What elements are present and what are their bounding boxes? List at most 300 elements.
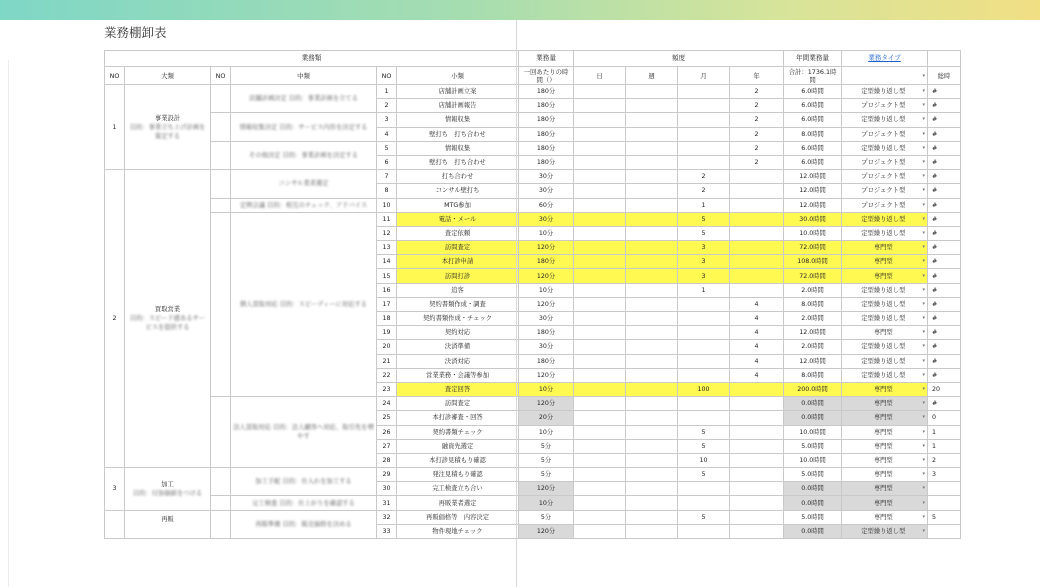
dropdown-arrow-icon[interactable]: ▾ — [922, 357, 926, 364]
week-cell[interactable] — [626, 340, 678, 354]
week-cell[interactable] — [626, 241, 678, 255]
row-no: 4 — [377, 127, 397, 141]
week-cell[interactable] — [626, 368, 678, 382]
time-cell[interactable]: 10分 — [519, 496, 574, 510]
year-cell[interactable]: 4 — [730, 312, 784, 326]
work-type-dropdown[interactable] — [842, 468, 928, 482]
group-no: 1 — [105, 85, 125, 170]
day-cell[interactable] — [574, 397, 626, 411]
dropdown-arrow-icon[interactable]: ▾ — [922, 173, 926, 180]
year-cell[interactable] — [730, 212, 784, 226]
minor-cell[interactable]: コンサル壁打ち — [397, 184, 519, 198]
dropdown-arrow-icon[interactable]: ▾ — [922, 258, 926, 265]
time-cell[interactable]: 180分 — [519, 141, 574, 155]
work-type-dropdown[interactable] — [842, 127, 928, 141]
week-cell[interactable] — [626, 297, 678, 311]
time-cell[interactable]: 120分 — [519, 297, 574, 311]
work-type-dropdown[interactable] — [842, 340, 928, 354]
work-type-dropdown[interactable] — [842, 170, 928, 184]
week-cell[interactable] — [626, 326, 678, 340]
month-cell[interactable]: 1 — [678, 283, 730, 297]
minor-cell[interactable]: 再販価格等 内容決定 — [397, 510, 519, 524]
last-col-cell: # — [928, 326, 961, 340]
minor-cell[interactable]: 訪問打診 — [397, 269, 519, 283]
work-type-dropdown[interactable] — [842, 269, 928, 283]
minor-cell[interactable]: 本打診審査・回答 — [397, 411, 519, 425]
time-cell[interactable]: 10分 — [519, 382, 574, 396]
week-cell[interactable] — [626, 397, 678, 411]
day-cell[interactable] — [574, 326, 626, 340]
row-no: 33 — [377, 524, 397, 538]
day-cell[interactable] — [574, 297, 626, 311]
group-no — [105, 510, 125, 538]
time-cell[interactable]: 180分 — [519, 354, 574, 368]
dropdown-arrow-icon[interactable]: ▾ — [922, 485, 926, 492]
time-cell[interactable]: 5分 — [519, 439, 574, 453]
minor-cell[interactable]: 店舗計画報告 — [397, 99, 519, 113]
year-cell[interactable] — [730, 425, 784, 439]
annual-total-cell: 8.0時間 — [784, 127, 842, 141]
week-cell[interactable] — [626, 425, 678, 439]
mid-label: 個人買取対応 目的：スピーディーに対応する — [239, 300, 368, 308]
last-col-cell: # — [928, 127, 961, 141]
year-cell[interactable]: 2 — [730, 113, 784, 127]
time-cell[interactable]: 20分 — [519, 411, 574, 425]
day-cell[interactable] — [574, 241, 626, 255]
work-type-value: プロジェクト型 — [861, 102, 906, 110]
minor-cell[interactable]: 訪問査定 — [397, 397, 519, 411]
dropdown-arrow-icon[interactable]: ▾ — [922, 272, 926, 279]
week-cell[interactable] — [626, 184, 678, 198]
last-col-cell: # — [928, 99, 961, 113]
dropdown-arrow-icon[interactable]: ▾ — [922, 400, 926, 407]
work-type-value: 専門型 — [873, 428, 893, 436]
dropdown-arrow-icon[interactable]: ▾ — [922, 343, 926, 350]
minor-cell[interactable]: 営業業務・会議等参加 — [397, 368, 519, 382]
year-cell[interactable] — [730, 184, 784, 198]
month-cell[interactable]: 5 — [678, 468, 730, 482]
work-type-dropdown[interactable] — [842, 411, 928, 425]
header-frequency: 頻度 — [574, 51, 784, 67]
work-type-dropdown[interactable] — [842, 368, 928, 382]
week-cell[interactable] — [626, 468, 678, 482]
time-cell[interactable]: 5分 — [519, 468, 574, 482]
month-cell[interactable]: 5 — [678, 212, 730, 226]
work-type-value: 専門型 — [873, 414, 893, 422]
mid-cell — [231, 212, 377, 396]
spreadsheet-area — [0, 20, 1040, 587]
row-no: 15 — [377, 269, 397, 283]
minor-cell[interactable]: 発注見積もり確認 — [397, 468, 519, 482]
week-cell[interactable] — [626, 269, 678, 283]
week-cell[interactable] — [626, 198, 678, 212]
year-cell[interactable]: 4 — [730, 340, 784, 354]
minor-cell[interactable]: 打ち合わせ — [397, 170, 519, 184]
month-cell[interactable]: 5 — [678, 439, 730, 453]
time-cell[interactable]: 180分 — [519, 113, 574, 127]
work-type-value: 定型繰り返し型 — [861, 286, 906, 294]
dropdown-arrow-icon[interactable]: ▾ — [922, 187, 926, 194]
time-cell[interactable]: 30分 — [519, 212, 574, 226]
minor-cell[interactable]: MTG参加 — [397, 198, 519, 212]
time-cell[interactable]: 120分 — [519, 368, 574, 382]
dropdown-arrow-icon[interactable]: ▾ — [922, 315, 926, 322]
day-cell[interactable] — [574, 496, 626, 510]
annual-total-cell: 2.0時間 — [784, 340, 842, 354]
minor-cell[interactable]: 訪問査定 — [397, 241, 519, 255]
row-no: 23 — [377, 382, 397, 396]
month-cell[interactable] — [678, 127, 730, 141]
sheet-title: 業務棚卸表 — [104, 25, 167, 40]
work-type-dropdown[interactable] — [842, 496, 928, 510]
year-cell[interactable] — [730, 496, 784, 510]
mid-label: 定例会議 目的：相互のチェック、アドバイス — [239, 201, 368, 209]
day-cell[interactable] — [574, 382, 626, 396]
dropdown-arrow-icon[interactable]: ▾ — [922, 471, 926, 478]
dropdown-arrow-icon[interactable]: ▾ — [922, 159, 926, 166]
time-cell[interactable]: 30分 — [519, 184, 574, 198]
minor-cell[interactable]: 情報収集 — [397, 141, 519, 155]
month-cell[interactable] — [678, 397, 730, 411]
work-type-dropdown[interactable] — [842, 212, 928, 226]
work-type-value: 定型繰り返し型 — [861, 357, 906, 365]
year-cell[interactable]: 2 — [730, 127, 784, 141]
year-cell[interactable]: 4 — [730, 354, 784, 368]
dropdown-arrow-icon[interactable]: ▾ — [922, 286, 926, 293]
year-cell[interactable] — [730, 411, 784, 425]
work-type-value: 定型繰り返し型 — [861, 527, 906, 535]
month-cell[interactable] — [678, 496, 730, 510]
work-type-dropdown[interactable] — [842, 297, 928, 311]
day-cell[interactable] — [574, 255, 626, 269]
minor-cell[interactable]: 融資先選定 — [397, 439, 519, 453]
week-cell[interactable] — [626, 99, 678, 113]
window-top-bar — [0, 0, 1040, 20]
week-cell[interactable] — [626, 127, 678, 141]
week-cell[interactable] — [626, 496, 678, 510]
work-type-value: 専門型 — [873, 513, 893, 521]
week-cell[interactable] — [626, 482, 678, 496]
time-cell[interactable]: 180分 — [519, 326, 574, 340]
time-cell[interactable]: 30分 — [519, 170, 574, 184]
group-purpose: 目的：付加価値をつける — [132, 489, 203, 497]
dropdown-arrow-icon[interactable]: ▾ — [922, 329, 926, 336]
month-cell[interactable]: 1 — [678, 198, 730, 212]
minor-cell[interactable]: 本打診見積もり確認 — [397, 453, 519, 467]
month-cell[interactable] — [678, 354, 730, 368]
header-type-filter[interactable] — [842, 67, 928, 85]
work-type-dropdown[interactable] — [842, 241, 928, 255]
work-type-dropdown[interactable] — [842, 283, 928, 297]
work-type-value: プロジェクト型 — [861, 201, 906, 209]
week-cell[interactable] — [626, 354, 678, 368]
work-type-dropdown[interactable] — [842, 425, 928, 439]
year-cell[interactable] — [730, 382, 784, 396]
row-no: 8 — [377, 184, 397, 198]
work-type-dropdown[interactable] — [842, 155, 928, 169]
day-cell[interactable] — [574, 198, 626, 212]
time-cell[interactable]: 180分 — [519, 127, 574, 141]
year-cell[interactable]: 4 — [730, 326, 784, 340]
dropdown-arrow-icon[interactable]: ▾ — [922, 102, 926, 109]
day-cell[interactable] — [574, 411, 626, 425]
time-cell[interactable]: 30分 — [519, 312, 574, 326]
time-cell[interactable]: 30分 — [519, 340, 574, 354]
time-cell[interactable]: 60分 — [519, 198, 574, 212]
day-cell[interactable] — [574, 170, 626, 184]
dropdown-arrow-icon[interactable]: ▾ — [922, 442, 926, 449]
year-cell[interactable]: 2 — [730, 85, 784, 99]
minor-cell[interactable]: 壁打ち 打ち合わせ — [397, 155, 519, 169]
time-cell[interactable]: 180分 — [519, 85, 574, 99]
month-cell[interactable]: 3 — [678, 269, 730, 283]
time-cell[interactable]: 120分 — [519, 269, 574, 283]
work-type-value: 定型繰り返し型 — [861, 315, 906, 323]
work-type-dropdown[interactable] — [842, 510, 928, 524]
day-cell[interactable] — [574, 453, 626, 467]
work-type-dropdown[interactable] — [842, 397, 928, 411]
dropdown-arrow-icon[interactable]: ▾ — [922, 428, 926, 435]
month-cell[interactable] — [678, 99, 730, 113]
time-cell[interactable]: 5分 — [519, 453, 574, 467]
work-type-dropdown[interactable] — [842, 312, 928, 326]
time-cell[interactable]: 120分 — [519, 524, 574, 538]
year-cell[interactable] — [730, 439, 784, 453]
work-type-dropdown[interactable] — [842, 99, 928, 113]
dropdown-arrow-icon[interactable]: ▾ — [922, 116, 926, 123]
month-cell[interactable]: 10 — [678, 453, 730, 467]
time-cell[interactable]: 10分 — [519, 425, 574, 439]
work-type-dropdown[interactable] — [842, 141, 928, 155]
time-cell[interactable]: 180分 — [519, 155, 574, 169]
minor-cell[interactable]: 物件現地チェック — [397, 524, 519, 538]
month-cell[interactable]: 5 — [678, 425, 730, 439]
dropdown-arrow-icon[interactable]: ▾ — [922, 527, 926, 534]
minor-cell[interactable]: 壁打ち 打ち合わせ — [397, 127, 519, 141]
day-cell[interactable] — [574, 184, 626, 198]
last-col-cell — [928, 496, 961, 510]
day-cell[interactable] — [574, 425, 626, 439]
year-cell[interactable] — [730, 241, 784, 255]
month-cell[interactable] — [678, 141, 730, 155]
year-cell[interactable] — [730, 269, 784, 283]
minor-cell[interactable]: 本打診申請 — [397, 255, 519, 269]
month-cell[interactable] — [678, 312, 730, 326]
day-cell[interactable] — [574, 127, 626, 141]
week-cell[interactable] — [626, 155, 678, 169]
work-type-value: プロジェクト型 — [861, 159, 906, 167]
year-cell[interactable]: 2 — [730, 155, 784, 169]
day-cell[interactable] — [574, 468, 626, 482]
year-cell[interactable] — [730, 510, 784, 524]
month-cell[interactable] — [678, 340, 730, 354]
year-cell[interactable] — [730, 453, 784, 467]
minor-cell[interactable]: 決済対応 — [397, 354, 519, 368]
year-cell[interactable] — [730, 226, 784, 240]
minor-cell[interactable]: 電話・メール — [397, 212, 519, 226]
day-cell[interactable] — [574, 85, 626, 99]
month-cell[interactable]: 3 — [678, 255, 730, 269]
dropdown-arrow-icon[interactable]: ▾ — [922, 130, 926, 137]
time-cell[interactable]: 180分 — [519, 255, 574, 269]
minor-cell[interactable]: 契約書類作成・チェック — [397, 312, 519, 326]
work-type-dropdown[interactable] — [842, 85, 928, 99]
month-cell[interactable] — [678, 155, 730, 169]
minor-cell[interactable]: 情報収集 — [397, 113, 519, 127]
week-cell[interactable] — [626, 382, 678, 396]
week-cell[interactable] — [626, 411, 678, 425]
month-cell[interactable] — [678, 368, 730, 382]
dropdown-arrow-icon[interactable]: ▾ — [922, 386, 926, 393]
month-cell[interactable] — [678, 411, 730, 425]
week-cell[interactable] — [626, 85, 678, 99]
year-cell[interactable] — [730, 170, 784, 184]
time-cell[interactable]: 10分 — [519, 226, 574, 240]
week-cell[interactable] — [626, 439, 678, 453]
month-cell[interactable] — [678, 326, 730, 340]
month-cell[interactable] — [678, 482, 730, 496]
year-cell[interactable] — [730, 283, 784, 297]
week-cell[interactable] — [626, 283, 678, 297]
row-no: 12 — [377, 226, 397, 240]
dropdown-arrow-icon[interactable]: ▾ — [922, 201, 926, 208]
time-cell[interactable]: 120分 — [519, 241, 574, 255]
week-cell[interactable] — [626, 453, 678, 467]
week-cell[interactable] — [626, 113, 678, 127]
minor-cell[interactable]: 完工検査立ち合い — [397, 482, 519, 496]
dropdown-arrow-icon[interactable]: ▾ — [922, 229, 926, 236]
week-cell[interactable] — [626, 312, 678, 326]
week-cell[interactable] — [626, 510, 678, 524]
dropdown-arrow-icon[interactable]: ▾ — [922, 414, 926, 421]
minor-cell[interactable]: 追客 — [397, 283, 519, 297]
dropdown-arrow-icon[interactable]: ▾ — [922, 513, 926, 520]
day-cell[interactable] — [574, 439, 626, 453]
day-cell[interactable] — [574, 283, 626, 297]
month-cell[interactable]: 3 — [678, 241, 730, 255]
month-cell[interactable]: 2 — [678, 184, 730, 198]
work-type-dropdown[interactable] — [842, 198, 928, 212]
work-type-dropdown[interactable] — [842, 113, 928, 127]
minor-cell[interactable]: 決済準備 — [397, 340, 519, 354]
time-cell[interactable]: 120分 — [519, 397, 574, 411]
minor-cell[interactable]: 契約書類チェック — [397, 425, 519, 439]
month-cell[interactable]: 2 — [678, 170, 730, 184]
day-cell[interactable] — [574, 212, 626, 226]
work-type-dropdown[interactable] — [842, 482, 928, 496]
dropdown-arrow-icon[interactable]: ▾ — [922, 499, 926, 506]
month-cell[interactable] — [678, 297, 730, 311]
week-cell[interactable] — [626, 141, 678, 155]
year-cell[interactable]: 2 — [730, 141, 784, 155]
header-work-type-link[interactable]: 業務タイプ — [842, 51, 928, 67]
dropdown-arrow-icon[interactable]: ▾ — [922, 300, 926, 307]
work-type-dropdown[interactable] — [842, 524, 928, 538]
day-cell[interactable] — [574, 141, 626, 155]
mid-label: 店舗計画決定 目的：事業計画を立てる — [248, 95, 359, 103]
day-cell[interactable] — [574, 340, 626, 354]
row-no: 10 — [377, 198, 397, 212]
minor-cell[interactable]: 店舗計画立案 — [397, 85, 519, 99]
dropdown-arrow-icon[interactable]: ▾ — [922, 88, 926, 95]
day-cell[interactable] — [574, 113, 626, 127]
annual-total-cell: 72.0時間 — [784, 241, 842, 255]
week-cell[interactable] — [626, 226, 678, 240]
day-cell[interactable] — [574, 354, 626, 368]
day-cell[interactable] — [574, 155, 626, 169]
day-cell[interactable] — [574, 269, 626, 283]
dropdown-arrow-icon[interactable]: ▾ — [922, 371, 926, 378]
work-type-dropdown[interactable] — [842, 439, 928, 453]
week-cell[interactable] — [626, 212, 678, 226]
work-type-dropdown[interactable] — [842, 326, 928, 340]
group-purpose: 目的：事業立ち上げ計画を策定する — [129, 123, 206, 140]
year-cell[interactable]: 2 — [730, 99, 784, 113]
minor-cell[interactable]: 契約対応 — [397, 326, 519, 340]
work-type-dropdown[interactable] — [842, 354, 928, 368]
dropdown-arrow-icon[interactable]: ▾ — [922, 244, 926, 251]
minor-cell[interactable]: 契約書類作成・調査 — [397, 297, 519, 311]
time-cell[interactable]: 180分 — [519, 99, 574, 113]
day-cell[interactable] — [574, 99, 626, 113]
annual-total-cell: 12.0時間 — [784, 170, 842, 184]
week-cell[interactable] — [626, 255, 678, 269]
time-cell[interactable]: 10分 — [519, 283, 574, 297]
work-type-dropdown[interactable] — [842, 226, 928, 240]
dropdown-arrow-icon[interactable]: ▾ — [922, 144, 926, 151]
day-cell[interactable] — [574, 510, 626, 524]
dropdown-arrow-icon[interactable]: ▾ — [922, 456, 926, 463]
week-cell[interactable] — [626, 524, 678, 538]
year-cell[interactable] — [730, 198, 784, 212]
week-cell[interactable] — [626, 170, 678, 184]
day-cell[interactable] — [574, 312, 626, 326]
column-divider — [516, 20, 517, 587]
dropdown-arrow-icon[interactable]: ▾ — [922, 215, 926, 222]
month-cell[interactable]: 5 — [678, 226, 730, 240]
month-cell[interactable]: 5 — [678, 510, 730, 524]
year-cell[interactable]: 4 — [730, 368, 784, 382]
day-cell[interactable] — [574, 226, 626, 240]
minor-cell[interactable]: 再販業者選定 — [397, 496, 519, 510]
year-cell[interactable] — [730, 397, 784, 411]
year-cell[interactable] — [730, 255, 784, 269]
day-cell[interactable] — [574, 524, 626, 538]
last-col-cell: # — [928, 283, 961, 297]
work-type-dropdown[interactable] — [842, 184, 928, 198]
work-type-value: 専門型 — [873, 442, 893, 450]
day-cell[interactable] — [574, 368, 626, 382]
time-cell[interactable]: 120分 — [519, 482, 574, 496]
year-cell[interactable] — [730, 482, 784, 496]
mid-label: コンサル業者選定 — [278, 180, 329, 188]
month-cell[interactable] — [678, 85, 730, 99]
time-cell[interactable]: 5分 — [519, 510, 574, 524]
minor-cell[interactable]: 査定依頼 — [397, 226, 519, 240]
day-cell[interactable] — [574, 482, 626, 496]
month-cell[interactable] — [678, 113, 730, 127]
month-cell[interactable]: 100 — [678, 382, 730, 396]
minor-cell[interactable]: 査定回答 — [397, 382, 519, 396]
work-type-dropdown[interactable] — [842, 255, 928, 269]
year-cell[interactable] — [730, 468, 784, 482]
year-cell[interactable] — [730, 524, 784, 538]
month-cell[interactable] — [678, 524, 730, 538]
year-cell[interactable]: 4 — [730, 297, 784, 311]
mid-label: 加工手配 目的：仕入れを加工する — [255, 478, 352, 486]
work-type-dropdown[interactable] — [842, 382, 928, 396]
work-type-dropdown[interactable] — [842, 453, 928, 467]
